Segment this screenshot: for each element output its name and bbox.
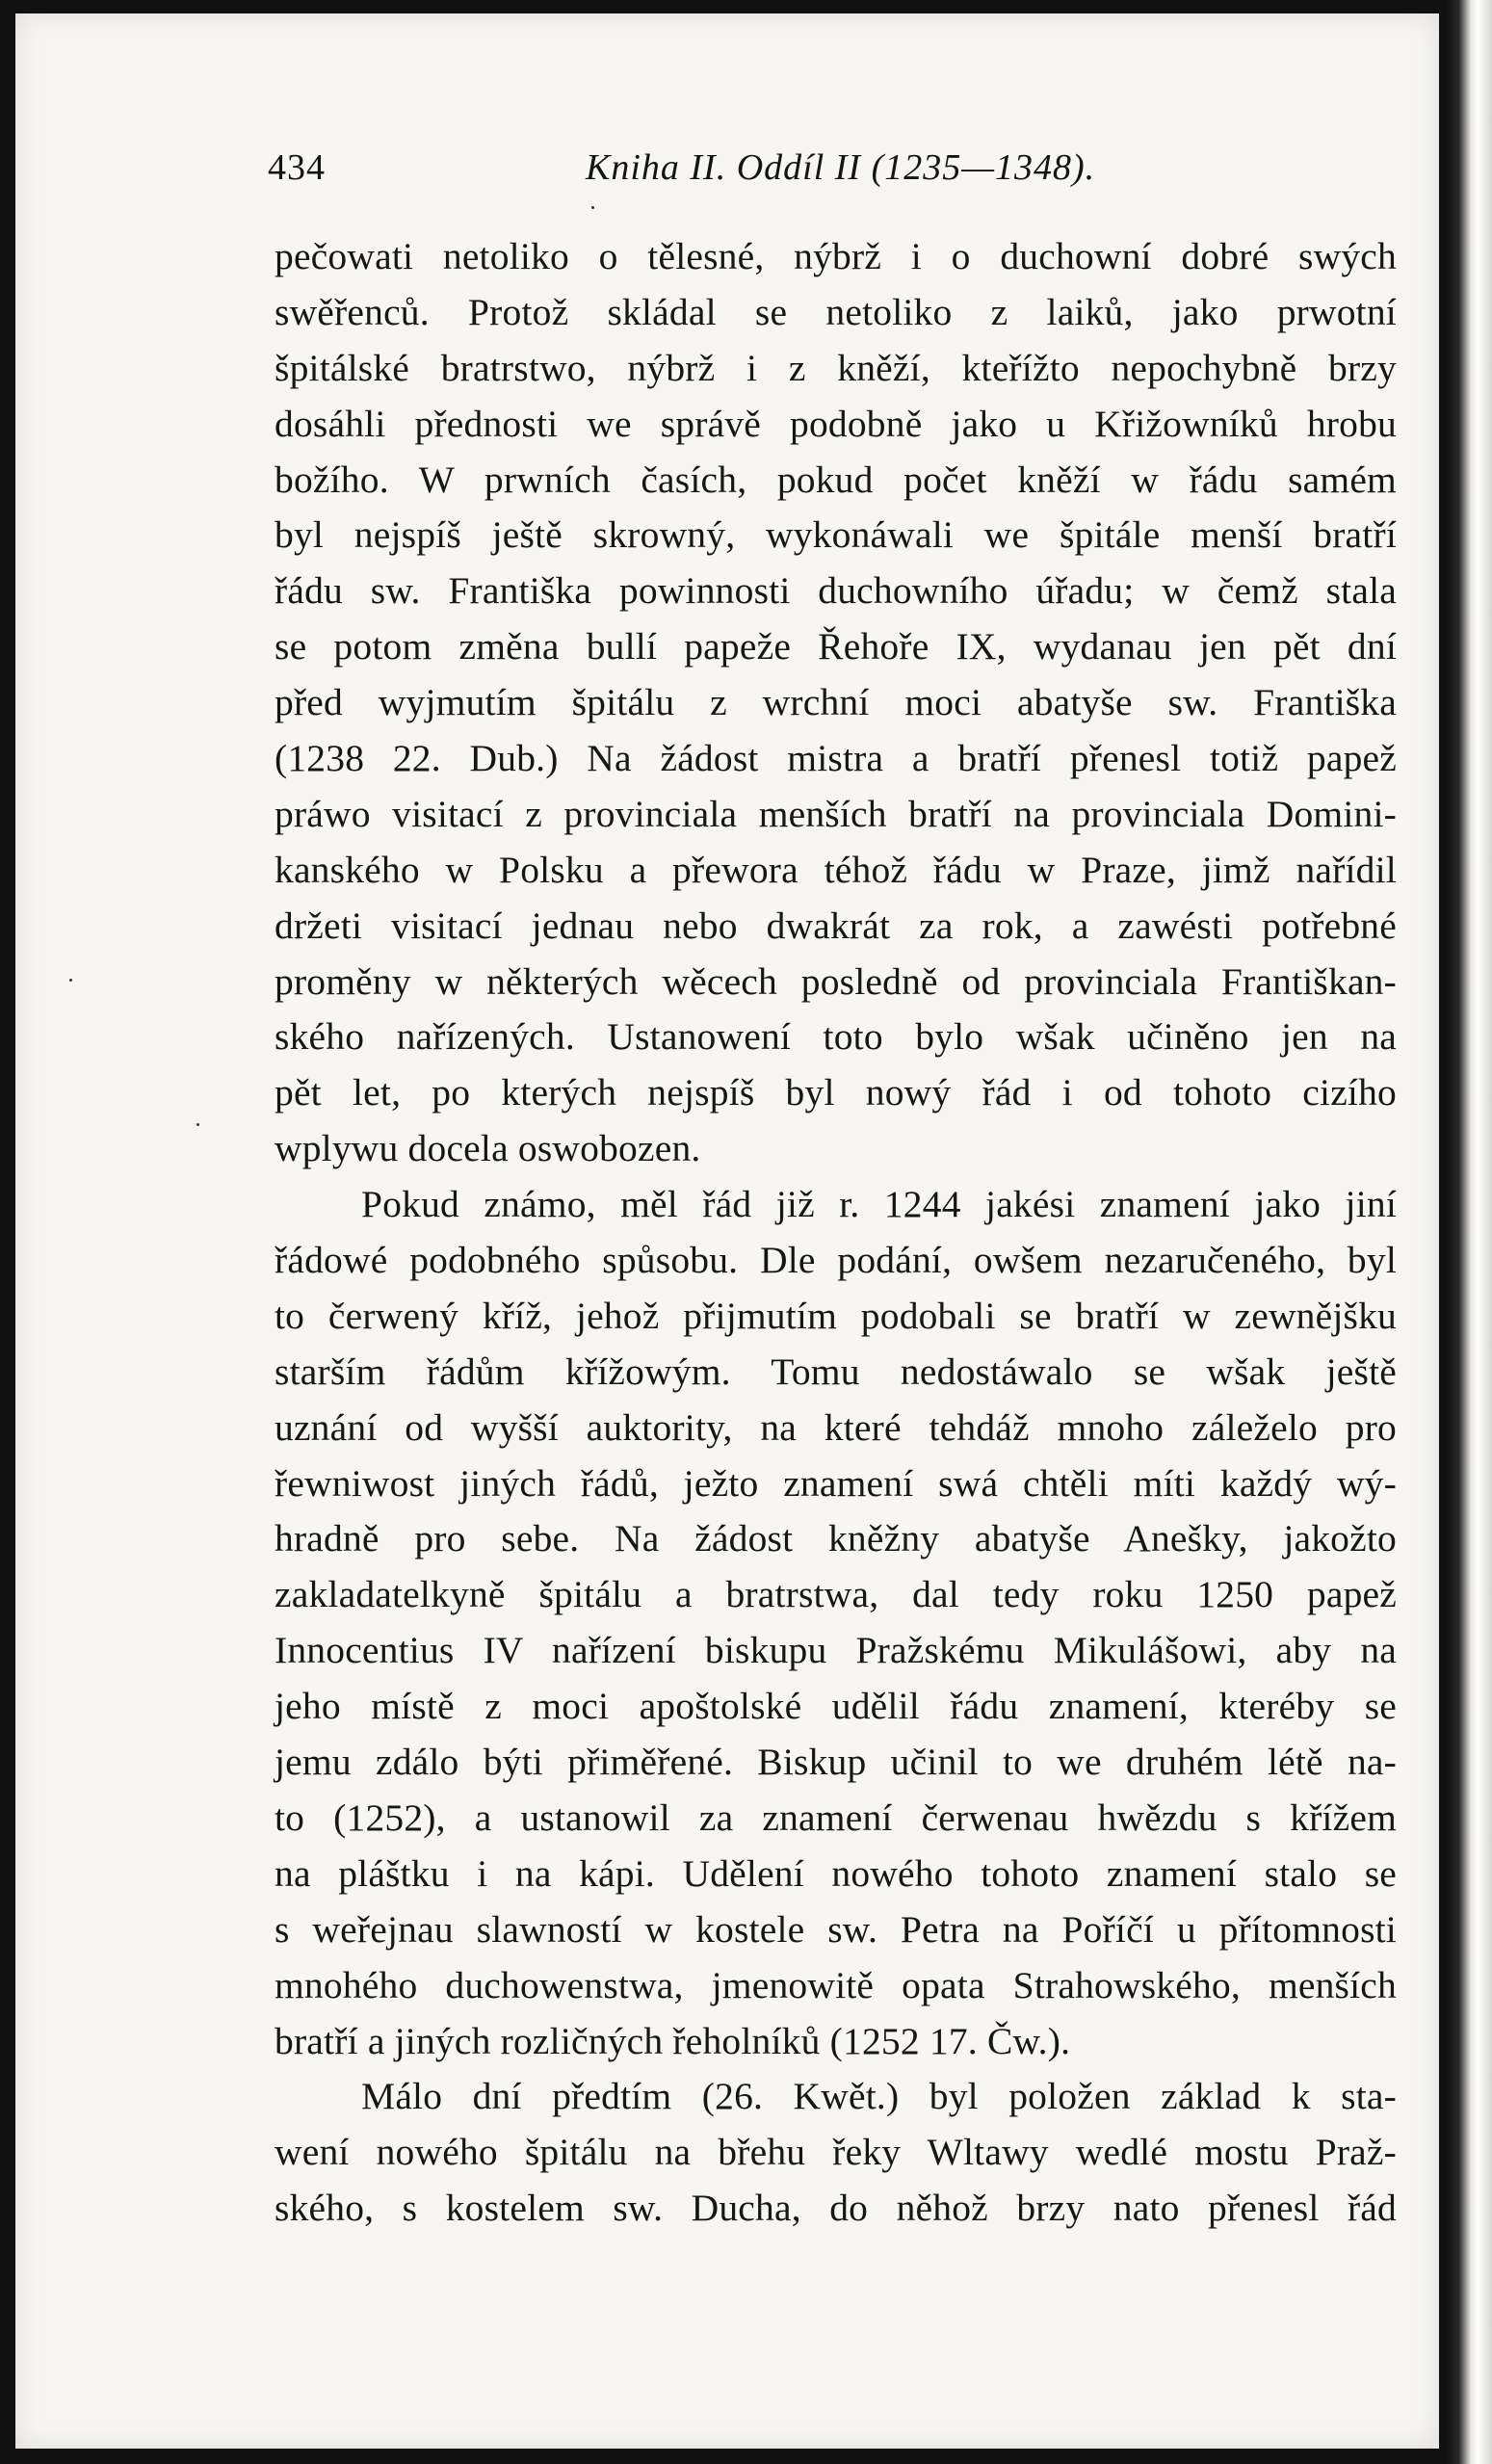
text-line: pět let, po kterých nejspíš byl nowý řád i od tohoto cizího bbox=[275, 1071, 1397, 1114]
text-line: starším řádům křížowým. Tomu nedostáwalo se wšak ještě bbox=[275, 1350, 1397, 1393]
text-line: byl nejspíš ještě skrowný, wykonáwali we špitále menší bratří bbox=[275, 513, 1397, 557]
text-line: jemu zdálo býti přiměřené. Biskup učinil to we druhém létě na- bbox=[275, 1741, 1397, 1784]
text-line: swěřenců. Protož skládal se netoliko z laiků, jako prwotní bbox=[275, 290, 1397, 333]
text-line: Innocentius IV nařízení biskupu Pražskému Mikulášowi, aby na bbox=[275, 1629, 1397, 1672]
paper-speck bbox=[196, 1123, 199, 1126]
text-line: ského, s kostelem sw. Ducha, do něhož brzy nato přenesl řád bbox=[275, 2187, 1397, 2230]
text-line: to (1252), a ustanowil za znamení čerwenau hwězdu s křížem bbox=[275, 1796, 1397, 1839]
text-line: s weřejnau slawností w kostele sw. Petra na Poříčí u přítomnosti bbox=[275, 1907, 1397, 1951]
text-line: řewniwost jiných řádů, ježto znamení swá chtěli míti každý wý- bbox=[275, 1461, 1397, 1505]
page-number: 434 bbox=[268, 147, 326, 188]
text-line: na pláštku i na kápi. Udělení nowého tohoto znamení stalo se bbox=[275, 1851, 1397, 1895]
paper-speck bbox=[69, 979, 72, 982]
text-line: držeti visitací jednau nebo dwakrát za rok, a zawésti potřebné bbox=[275, 904, 1397, 947]
text-line: špitálské bratrstwo, nýbrž i z kněží, kteřížto nepochybně brzy bbox=[275, 346, 1397, 389]
text-line: uznání od wyšší auktority, na které tehdáž mnoho záleželo pro bbox=[275, 1405, 1397, 1449]
text-line: wení nowého špitálu na břehu řeky Wltawy wedlé mostu Praž- bbox=[275, 2131, 1397, 2174]
text-line: božího. W prwních časích, pokud počet kněží w řádu samém bbox=[275, 458, 1397, 501]
paper-speck bbox=[591, 206, 594, 209]
running-head: Kniha II. Oddíl II (1235—1348). bbox=[586, 147, 1096, 188]
text-line: proměny w některých wěcech posledně od provinciala Františkan- bbox=[275, 959, 1397, 1003]
text-line: Pokud známo, měl řád již r. 1244 jakési znamení jako jiní bbox=[361, 1183, 1397, 1226]
text-line: (1238 22. Dub.) Na žádost mistra a bratří přenesl totiž papež bbox=[275, 737, 1397, 780]
text-line: řádowé podobného spůsobu. Dle podání, owšem nezaručeného, byl bbox=[275, 1239, 1397, 1282]
text-line: to čerwený kříž, jehož přijmutím podobali se bratří w zewnějšku bbox=[275, 1294, 1397, 1337]
text-line: práwo visitací z provinciala menších bratří na provinciala Domini- bbox=[275, 792, 1397, 835]
text-line: ského nařízených. Ustanowení toto bylo wšak učiněno jen na bbox=[275, 1015, 1397, 1059]
page-header bbox=[268, 146, 1395, 204]
text-line: zakladatelkyně špitálu a bratrstwa, dal tedy roku 1250 papež bbox=[275, 1573, 1397, 1616]
text-line: mnohého duchowenstwa, jmenowitě opata Strahowského, menších bbox=[275, 1963, 1397, 2006]
text-line: dosáhli přednosti we správě podobně jako u Křižowníků hrobu bbox=[275, 402, 1397, 445]
text-line: hradně pro sebe. Na žádost kněžny abatyše Anešky, jakožto bbox=[275, 1517, 1397, 1560]
text-line: kanského w Polsku a přewora téhož řádu w Praze, jimž nařídil bbox=[275, 848, 1397, 891]
text-line: se potom změna bullí papeže Řehoře IX, wydanau jen pět dní bbox=[275, 625, 1397, 668]
text-line: Málo dní předtím (26. Kwět.) byl položen základ k sta- bbox=[361, 2075, 1397, 2118]
text-line: bratří a jiných rozličných řeholníků (1252 17. Čw.). bbox=[275, 2019, 1071, 2062]
text-line: před wyjmutím špitálu z wrchní moci abatyše sw. Františka bbox=[275, 681, 1397, 724]
body-text bbox=[275, 229, 1397, 2230]
text-line: jeho místě z moci apoštolské udělil řádu znamení, kteréby se bbox=[275, 1685, 1397, 1728]
text-line: řádu sw. Františka powinnosti duchowního úřadu; w čemž stala bbox=[275, 569, 1397, 613]
text-line: wplywu docela oswobozen. bbox=[275, 1127, 701, 1170]
page-edge bbox=[1445, 0, 1492, 2464]
text-line: pečowati netoliko o tělesné, nýbrž i o duchowní dobré swých bbox=[275, 235, 1397, 277]
